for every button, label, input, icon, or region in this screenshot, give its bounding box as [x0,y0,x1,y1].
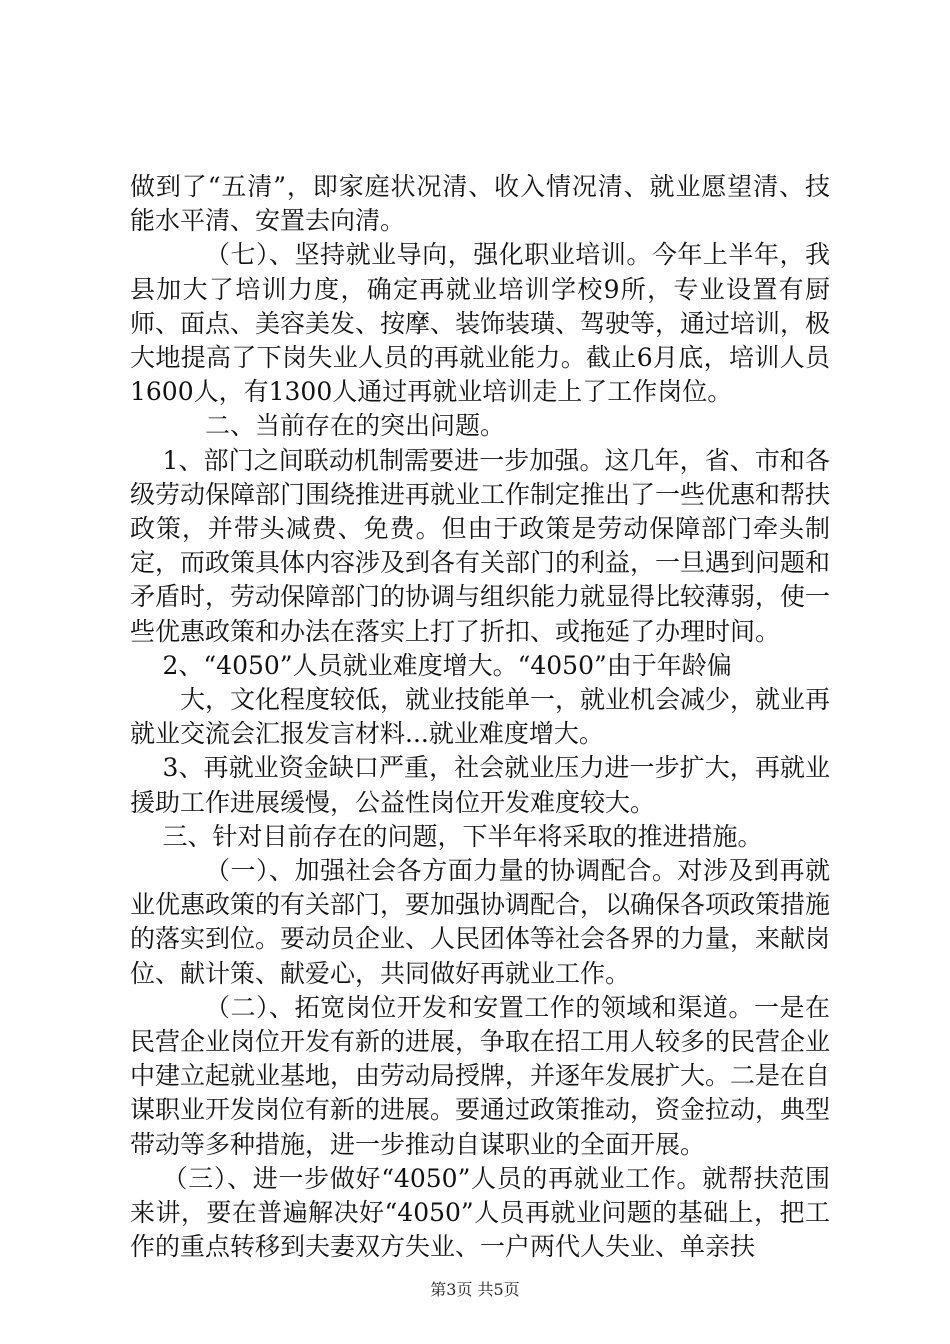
paragraph-8: （二）、拓宽岗位开发和安置工作的领域和渠道。一是在民营企业岗位开发有新的进展，争取在招工用人较多的民营企业中建立起就业基地，由劳动局授牌，并逐年发展扩大。二是在自谋职业开发岗位有新的进展。要通过政策推动，资金拉动，典型带动等多种措施，进一步推动自谋职业的全面开展。 [130,992,831,1159]
page-footer [0,1277,950,1300]
paragraph-2: （七）、坚持就业导向，强化职业培训。今年上半年，我县加大了培训力度，确定再就业培训学校9所，专业设置有厨师、面点、美容美发、按摩、装饰装璜、驾驶等，通过培训，极大地提高了下岗失业人员的再就业能力。截止6月底，培训人员1600人，有1300人通过再就业培训走上了工作岗位。 [130,240,831,407]
section-heading-3: 三、针对目前存在的问题，下半年将采取的推进措施。 [162,821,763,851]
document-body [130,170,830,1265]
paragraph-7: （一）、加强社会各方面力量的协调配合。对涉及到再就业优惠政策的有关部门，要加强协调配合，以确保各项政策措施的落实到位。要动员企业、人民团体等社会各界的力量，来献岗位、献计策、献爱心，共同做好再就业工作。 [130,856,831,988]
paragraph-4: 2、“4050”人员就业难度增大。“4050”由于年龄偏 [162,650,732,680]
page-number: 第3页 共5页 [430,1280,520,1299]
paragraph-6: 3、再就业资金缺口严重，社会就业压力进一步扩大，再就业援助工作进展缓慢，公益性岗位开发难度较大。 [130,753,830,817]
paragraph-1: 做到了“五清”，即家庭状况清、收入情况清、就业愿望清、技能水平清、安置去向清。 [130,172,830,236]
paragraph-9: （三）、进一步做好“4050”人员的再就业工作。就帮扶范围来讲，要在普遍解决好“4050”人员再就业问题的基础上，把工作的重点转移到夫妻双方失业、一户两代人失业、单亲扶 [130,1163,830,1262]
paragraph-5: 大，文化程度较低，就业技能单一，就业机会减少，就业再就业交流会汇报发言材料...就业难度增大。 [130,685,831,749]
section-heading-2: 二、当前存在的突出问题。 [205,411,506,441]
paragraph-3: 1、部门之间联动机制需要进一步加强。这几年，省、市和各级劳动保障部门围绕推进再就业工作制定推出了一些优惠和帮扶政策，并带头减费、免费。但由于政策是劳动保障部门牵头制定，而政策具体内容涉及到各有关部门的利益，一旦遇到问题和矛盾时，劳动保障部门的协调与组织能力就显得比较薄弱，使一些优惠政策和办法在落实上打了折扣、或拖延了办理时间。 [130,445,831,646]
